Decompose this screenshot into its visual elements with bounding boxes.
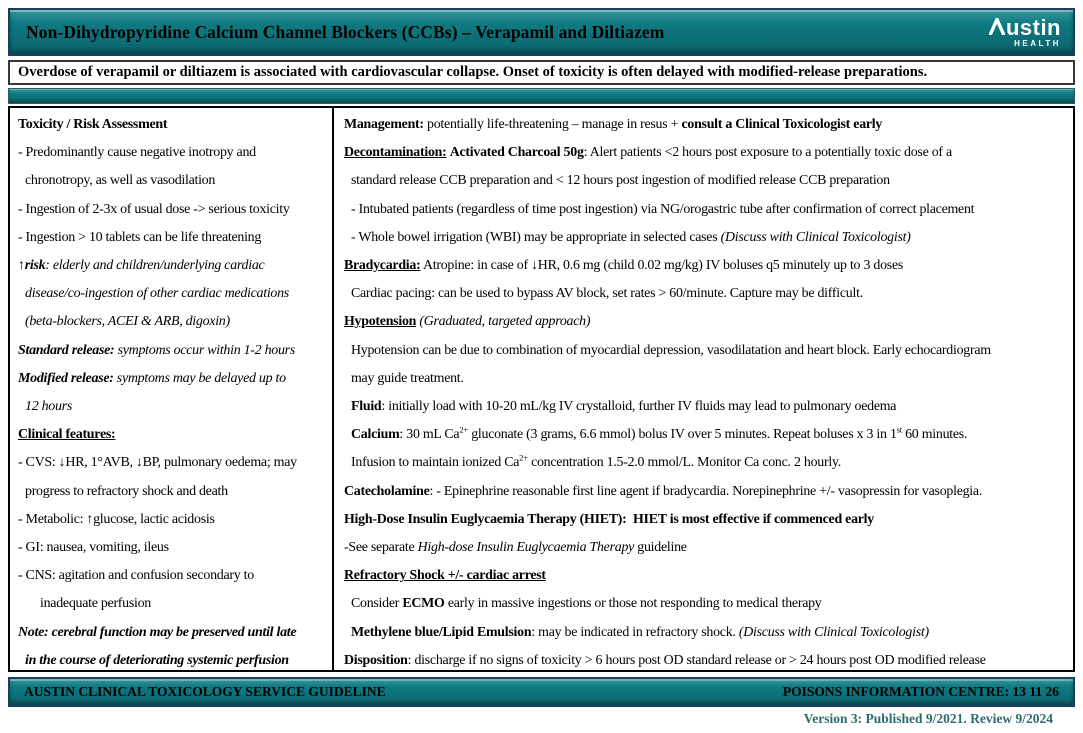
text-line: chronotropy, as well as vasodilation <box>25 173 216 189</box>
text-line: 12 hours <box>25 399 72 415</box>
footer-service-label: AUSTIN CLINICAL TOXICOLOGY SERVICE GUIDELINE <box>24 684 386 699</box>
text-line: progress to refractory shock and death <box>25 483 228 499</box>
text-line: - Ingestion > 10 tablets can be life threatening <box>18 229 262 245</box>
text-line: disease/co-ingestion of other cardiac medications <box>25 286 289 302</box>
text-line: Hypotension (Graduated, targeted approach) <box>344 314 591 330</box>
text-line: inadequate perfusion <box>40 596 152 612</box>
management-column <box>334 108 1073 670</box>
text-line: - Ingestion of 2-3x of usual dose -> serious toxicity <box>18 201 290 217</box>
text-line: Cardiac pacing: can be used to bypass AV block, set rates > 60/minute. Capture may be difficult. <box>351 286 863 302</box>
text-line: High-Dose Insulin Euglycaemia Therapy (HIET): HIET is most effective if commenced early <box>344 511 874 527</box>
logo-text: ustin <box>1005 14 1061 40</box>
text-line: - CNS: agitation and confusion secondary to <box>18 568 254 584</box>
page-title: Non-Dihydropyridine Calcium Channel Blockers (CCBs) – Verapamil and Diltiazem <box>26 21 665 42</box>
text-line: Toxicity / Risk Assessment <box>18 117 168 132</box>
text-line: standard release CCB preparation and < 12 hours post ingestion of modified release CCB preparation <box>351 173 890 189</box>
text-line: Note: cerebral function may be preserved until late <box>18 624 297 640</box>
text-line: Infusion to maintain ionized $Ca^{2+}$ concentration 1.5-2.0 mmol/L. Monitor Ca conc. 2 hourly. <box>351 452 841 471</box>
text-line: Standard release: symptoms occur within 1-2 hours <box>18 342 295 358</box>
header-banner <box>8 8 1075 56</box>
austin-health-logo <box>989 14 1061 48</box>
text-line: Modified release: symptoms may be delayed up to <box>18 370 286 386</box>
logo-wordmark <box>989 14 1061 40</box>
text-line: Hypotension can be due to combination of myocardial depression, vasodilatation and heart block. Early echocardiogram <box>351 342 991 358</box>
footer-poisons-info: POISONS INFORMATION CENTRE: 13 11 26 <box>782 684 1059 699</box>
text-line: Clinical features: <box>18 427 116 443</box>
text-line: Decontamination: Activated Charcoal 50g: Alert patients <2 hours post exposure to a potentially toxic dose of a <box>344 145 952 161</box>
text-line: - CVS: ↓HR, 1°AVB, ↓BP, pulmonary oedema; may <box>18 455 297 471</box>
text-line: Consider ECMO early in massive ingestions or those not responding to medical therapy <box>351 596 822 612</box>
teal-divider-strip <box>8 88 1075 104</box>
main-content <box>8 106 1075 672</box>
austin-a-icon <box>989 17 1005 39</box>
text-line: in the course of deteriorating systemic perfusion <box>25 652 289 668</box>
text-line: - Metabolic: ↑glucose, lactic acidosis <box>18 511 215 527</box>
text-line: Methylene blue/Lipid Emulsion: may be indicated in refractory shock. (Discuss with Clinical Toxicologist) <box>351 624 929 640</box>
text-line: Management: potentially life-threatening – manage in resus + consult a Clinical Toxicologist early <box>344 117 883 132</box>
text-line: -See separate High-dose Insulin Euglycaemia Therapy guideline <box>344 540 687 556</box>
text-line: - Intubated patients (regardless of time post ingestion) via NG/orogastric tube after confirmation of correct placement <box>351 201 975 217</box>
text-line: ↑risk: elderly and children/underlying cardiac <box>18 258 265 274</box>
text-line: Fluid: initially load with 10-20 mL/kg IV crystalloid, further IV fluids may lead to pulmonary oedema <box>351 399 897 415</box>
text-line: Bradycardia: Atropine: in case of ↓HR, 0.6 mg (child 0.02 mg/kg) IV boluses q5 minutely up to 3 doses <box>344 258 904 274</box>
warning-banner: Overdose of verapamil or diltiazem is associated with cardiovascular collapse. Onset of toxicity is often delayed with modified-release preparations. <box>8 60 1075 85</box>
footer-bar <box>8 677 1075 707</box>
text-line: - GI: nausea, vomiting, ileus <box>18 540 169 556</box>
text-line: Refractory Shock +/- cardiac arrest <box>344 568 546 584</box>
text-line: - Whole bowel irrigation (WBI) may be appropriate in selected cases (Discuss with Clinical Toxicologist) <box>351 229 911 245</box>
version-info: Version 3: Published 9/2021. Review 9/2024 <box>803 711 1053 726</box>
text-line: (beta-blockers, ACEI & ARB, digoxin) <box>25 314 230 330</box>
text-line: Disposition: discharge if no signs of toxicity > 6 hours post OD standard release or > 24 hours post OD modified release <box>344 652 986 668</box>
text-line: Catecholamine: - Epinephrine reasonable first line agent if bradycardia. Norepinephrine +/- vasopressin for vasoplegia. <box>344 483 983 499</box>
text-line: may guide treatment. <box>351 370 464 386</box>
toxicity-risk-column <box>10 108 334 670</box>
text-line: Calcium: 30 mL $Ca^{2+}$ gluconate (3 grams, 6.6 mmol) bolus IV over 5 minutes. Repeat boluses x 3 in 1st 60 minutes. <box>351 424 968 443</box>
text-line: - Predominantly cause negative inotropy and <box>18 145 256 161</box>
logo-subtext: HEALTH <box>1014 38 1061 48</box>
